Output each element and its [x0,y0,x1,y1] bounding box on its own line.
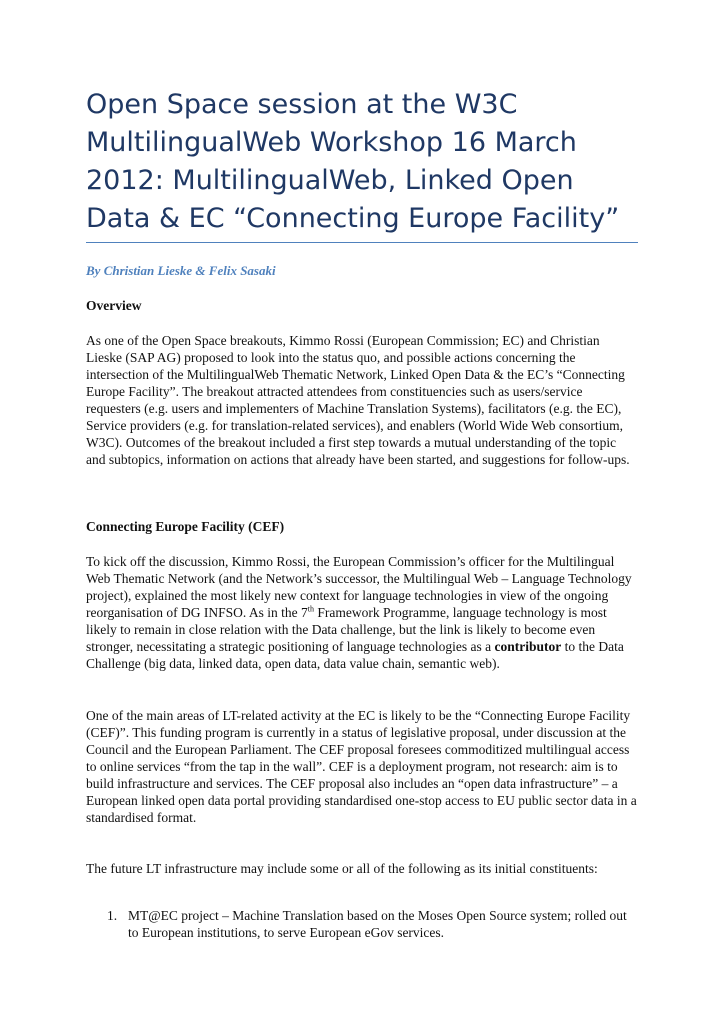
cef-paragraph-2: One of the main areas of LT-related activity at the EC is likely to be the “Connecting Europe Facility (CEF)”. This funding program is currently in a status of legislative proposal, under discussion at the Council and the European Parliament. The CEF proposal foresees commoditized multilingual access to online services “from the tap in the wall”. CEF is a deployment program, not research: aim is to build infrastructure and services. The CEF proposal also includes an “open data infrastructure” – a European linked open data portal providing standardised one-stop access to EU public sector data in a standardised format. [86,708,637,825]
superscript-th: th [307,604,314,614]
cef-paragraph-1-text-a: To kick off the discussion, Kimmo Rossi, the European Commission’s officer for the Multilingual Web Thematic Network (and the Network’s successor, the Multilingual Web – Language Technology project), explained the most likely new context for language technologies in view of the ongoing reorganisation of DG INFSO. As in the 7 [86,554,632,620]
document-title: Open Space session at the W3C MultilingualWeb Workshop 16 March 2012: MultilingualWeb, Linked Open Data & EC “Connecting Europe Facility” [86,89,620,234]
list-item-text: MT@EC project – Machine Translation based on the Moses Open Source system; rolled out to European institutions, to serve European eGov services. [128,908,627,940]
byline: By Christian Lieske & Felix Sasaki [86,263,276,278]
list-item [86,907,638,941]
cef-paragraph-1-text-c: to the Data Challenge (big data, linked data, open data, data value chain, semantic web). [86,639,624,671]
cef-paragraph-3: The future LT infrastructure may include some or all of the following as its initial constituents: [86,861,598,876]
section-heading-overview: Overview [86,298,142,313]
contributor-emphasis: contributor [494,639,562,654]
section-heading-cef: Connecting Europe Facility (CEF) [86,519,285,534]
list-item-number: 1. [107,908,118,923]
constituents-list [86,907,638,941]
cef-paragraph-1-text-b: Framework Programme, language technology is most likely to remain in close relation with the Data challenge, but the link is likely to become even stronger, necessitating a strategic positioning of language technologies as a [86,605,607,654]
cef-paragraph-1 [86,553,638,672]
title-divider [86,242,638,243]
overview-paragraph: As one of the Open Space breakouts, Kimmo Rossi (European Commission; EC) and Christian Lieske (SAP AG) proposed to look into the status quo, and possible actions concerning the intersection of the MultilingualWeb Thematic Network, Linked Open Data & the EC’s “Connecting Europe Facility”. The breakout attracted attendees from constituencies such as users/service requesters (e.g. users and implementers of Machine Translation Systems), facilitators (e.g. the EC), Service providers (e.g. for translation-related services), and enablers (World Wide Web consortium, W3C). Outcomes of the breakout included a first step towards a mutual understanding of the topic and subtopics, information on actions that already have been started, and suggestions for follow-ups. [86,333,630,467]
